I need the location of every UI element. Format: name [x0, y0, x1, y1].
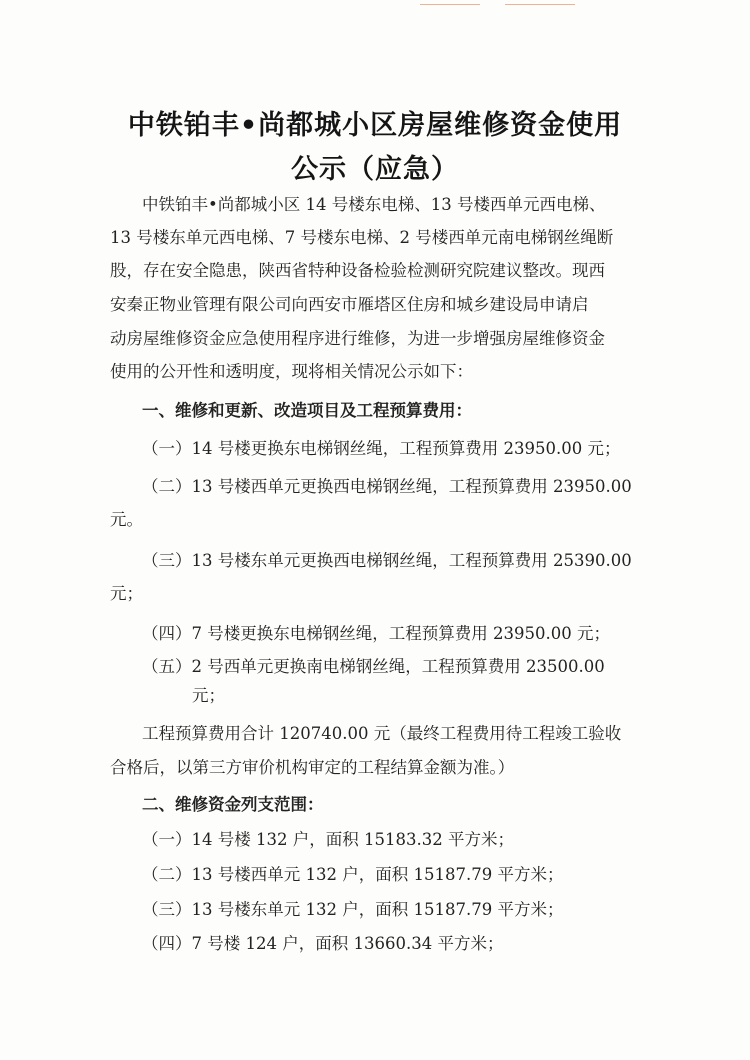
list-item-continuation: 元；	[110, 584, 143, 603]
list-item-continuation: 元。	[110, 510, 143, 529]
list-item: （五）2 号西单元更换南电梯钢丝绳，工程预算费用 23500.00	[142, 657, 605, 676]
scope-item: （四）7 号楼 124 户，面积 13660.34 平方米；	[142, 934, 504, 953]
paragraph-line: 使用的公开性和透明度，现将相关情况公示如下：	[110, 362, 473, 381]
scan-artifact-line	[420, 4, 480, 5]
paragraph-line: 中铁铂丰•尚都城小区 14 号楼东电梯、13 号楼西单元西电梯、	[142, 195, 606, 214]
list-item-continuation: 元；	[192, 686, 225, 705]
document-title-line-2: 公示（应急）	[291, 154, 459, 185]
paragraph-line: 股，存在安全隐患，陕西省特种设备检验检测研究院建议整改。现西	[110, 261, 605, 280]
paragraph-line: 13 号楼东单元西电梯、7 号楼东电梯、2 号楼西单元南电梯钢丝绳断	[110, 228, 614, 247]
document-title-line-1: 中铁铂丰•尚都城小区房屋维修资金使用	[127, 110, 623, 141]
paragraph-line: 安秦正物业管理有限公司向西安市雁塔区住房和城乡建设局申请启	[110, 295, 589, 314]
list-item: （一）14 号楼更换东电梯钢丝绳，工程预算费用 23950.00 元；	[142, 439, 621, 458]
total-line: 工程预算费用合计 120740.00 元（最终工程费用待工程竣工验收	[142, 724, 622, 743]
scope-item: （一）14 号楼 132 户，面积 15183.32 平方米；	[142, 830, 514, 849]
list-item: （四）7 号楼更换东电梯钢丝绳，工程预算费用 23950.00 元；	[142, 624, 610, 643]
section-heading: 二、维修资金列支范围：	[142, 795, 324, 814]
list-item: （三）13 号楼东单元更换西电梯钢丝绳，工程预算费用 25390.00	[142, 551, 632, 570]
total-line: 合格后，以第三方审价机构审定的工程结算金额为准。）	[110, 758, 515, 777]
paragraph-line: 动房屋维修资金应急使用程序进行维修，为进一步增强房屋维修资金	[110, 329, 605, 348]
scope-item: （二）13 号楼西单元 132 户，面积 15187.79 平方米；	[142, 865, 564, 884]
scope-item: （三）13 号楼东单元 132 户，面积 15187.79 平方米；	[142, 900, 564, 919]
section-heading: 一、维修和更新、改造项目及工程预算费用：	[142, 401, 472, 420]
list-item: （二）13 号楼西单元更换西电梯钢丝绳，工程预算费用 23950.00	[142, 477, 632, 496]
scan-artifact-line	[505, 4, 575, 5]
